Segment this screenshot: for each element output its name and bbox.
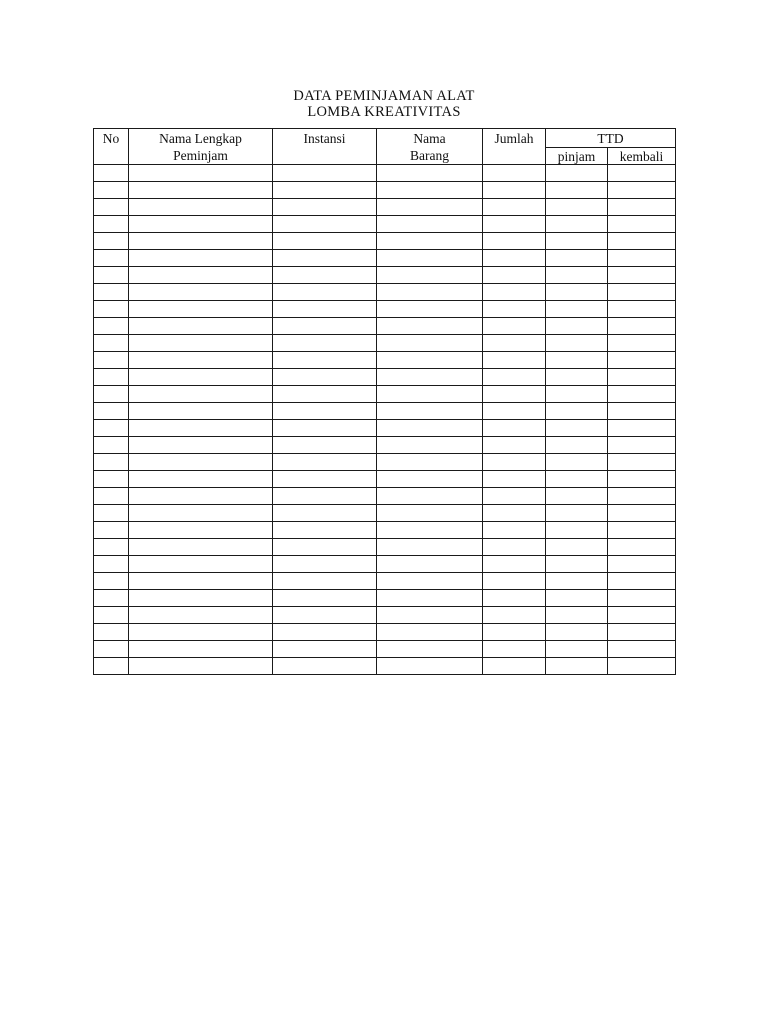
table-cell[interactable] <box>129 658 273 675</box>
table-cell[interactable] <box>273 641 377 658</box>
table-cell[interactable] <box>377 369 483 386</box>
table-cell[interactable] <box>94 522 129 539</box>
table-cell[interactable] <box>273 607 377 624</box>
table-cell[interactable] <box>483 505 546 522</box>
table-cell[interactable] <box>129 539 273 556</box>
table-row <box>94 369 676 386</box>
table-cell[interactable] <box>273 216 377 233</box>
table-cell[interactable] <box>273 165 377 182</box>
table-cell[interactable] <box>377 250 483 267</box>
table-cell[interactable] <box>483 573 546 590</box>
table-cell[interactable] <box>546 165 608 182</box>
table-cell[interactable] <box>608 335 676 352</box>
table-cell[interactable] <box>377 522 483 539</box>
table-cell[interactable] <box>546 573 608 590</box>
table-cell[interactable] <box>129 505 273 522</box>
table-cell[interactable] <box>129 233 273 250</box>
table-cell[interactable] <box>483 403 546 420</box>
col-sign-return-header: kembali <box>608 148 676 165</box>
table-cell[interactable] <box>273 522 377 539</box>
table-cell[interactable] <box>483 658 546 675</box>
table-cell[interactable] <box>273 301 377 318</box>
table-cell[interactable] <box>483 233 546 250</box>
table-row <box>94 250 676 267</box>
table-cell[interactable] <box>546 471 608 488</box>
table-cell[interactable] <box>483 522 546 539</box>
table-cell[interactable] <box>483 641 546 658</box>
table-row <box>94 437 676 454</box>
table-cell[interactable] <box>129 437 273 454</box>
table-cell[interactable] <box>129 267 273 284</box>
table-cell[interactable] <box>129 199 273 216</box>
loan-table <box>93 128 676 675</box>
table-cell[interactable] <box>94 199 129 216</box>
table-row <box>94 267 676 284</box>
table-cell[interactable] <box>483 318 546 335</box>
table-cell[interactable] <box>546 233 608 250</box>
table-row <box>94 182 676 199</box>
table-cell[interactable] <box>608 522 676 539</box>
table-cell[interactable] <box>377 352 483 369</box>
table-cell[interactable] <box>129 284 273 301</box>
table-row <box>94 607 676 624</box>
table-cell[interactable] <box>546 199 608 216</box>
table-cell[interactable] <box>483 590 546 607</box>
table-cell[interactable] <box>129 488 273 505</box>
table-cell[interactable] <box>129 386 273 403</box>
table-cell[interactable] <box>483 539 546 556</box>
table-cell[interactable] <box>129 403 273 420</box>
col-item-label-2: Barang <box>410 148 449 163</box>
table-cell[interactable] <box>129 250 273 267</box>
table-cell[interactable] <box>546 641 608 658</box>
table-cell[interactable] <box>546 658 608 675</box>
table-cell[interactable] <box>129 301 273 318</box>
table-row <box>94 454 676 471</box>
table-cell[interactable] <box>546 522 608 539</box>
table-cell[interactable] <box>273 284 377 301</box>
table-row <box>94 352 676 369</box>
table-cell[interactable] <box>608 539 676 556</box>
table-cell[interactable] <box>94 182 129 199</box>
table-row <box>94 420 676 437</box>
table-cell[interactable] <box>94 403 129 420</box>
table-cell[interactable] <box>94 624 129 641</box>
table-row <box>94 386 676 403</box>
table-cell[interactable] <box>273 233 377 250</box>
table-cell[interactable] <box>129 590 273 607</box>
table-cell[interactable] <box>273 386 377 403</box>
table-cell[interactable] <box>94 607 129 624</box>
table-cell[interactable] <box>483 607 546 624</box>
table-row <box>94 216 676 233</box>
table-cell[interactable] <box>94 301 129 318</box>
table-cell[interactable] <box>273 369 377 386</box>
table-cell[interactable] <box>94 386 129 403</box>
table-cell[interactable] <box>546 454 608 471</box>
table-cell[interactable] <box>94 165 129 182</box>
table-row <box>94 658 676 675</box>
table-cell[interactable] <box>129 471 273 488</box>
table-cell[interactable] <box>483 250 546 267</box>
table-cell[interactable] <box>483 386 546 403</box>
table-cell[interactable] <box>546 624 608 641</box>
table-cell[interactable] <box>608 233 676 250</box>
table-cell[interactable] <box>377 420 483 437</box>
table-cell[interactable] <box>377 301 483 318</box>
table-cell[interactable] <box>608 250 676 267</box>
table-cell[interactable] <box>483 488 546 505</box>
table-cell[interactable] <box>94 488 129 505</box>
table-cell[interactable] <box>129 641 273 658</box>
table-cell[interactable] <box>483 437 546 454</box>
table-cell[interactable] <box>273 471 377 488</box>
table-cell[interactable] <box>608 607 676 624</box>
table-cell[interactable] <box>94 590 129 607</box>
table-cell[interactable] <box>483 471 546 488</box>
table-cell[interactable] <box>377 590 483 607</box>
table-cell[interactable] <box>546 284 608 301</box>
col-item-label-1: Nama <box>413 131 446 146</box>
table-cell[interactable] <box>377 539 483 556</box>
table-row <box>94 165 676 182</box>
table-cell[interactable] <box>483 335 546 352</box>
table-cell[interactable] <box>94 658 129 675</box>
table-cell[interactable] <box>377 267 483 284</box>
table-cell[interactable] <box>273 505 377 522</box>
table-cell[interactable] <box>129 182 273 199</box>
table-row <box>94 556 676 573</box>
col-item-header <box>377 129 483 165</box>
table-cell[interactable] <box>608 216 676 233</box>
table-cell[interactable] <box>546 267 608 284</box>
table-row <box>94 505 676 522</box>
table-cell[interactable] <box>273 352 377 369</box>
table-cell[interactable] <box>94 437 129 454</box>
table-cell[interactable] <box>273 335 377 352</box>
table-cell[interactable] <box>377 199 483 216</box>
col-name-header <box>129 129 273 165</box>
table-cell[interactable] <box>273 556 377 573</box>
table-cell[interactable] <box>129 607 273 624</box>
table-cell[interactable] <box>608 658 676 675</box>
table-cell[interactable] <box>129 556 273 573</box>
table-cell[interactable] <box>377 284 483 301</box>
table-cell[interactable] <box>546 556 608 573</box>
table-cell[interactable] <box>94 420 129 437</box>
table-cell[interactable] <box>377 386 483 403</box>
table-cell[interactable] <box>483 267 546 284</box>
table-cell[interactable] <box>94 505 129 522</box>
table-cell[interactable] <box>608 386 676 403</box>
table-cell[interactable] <box>273 182 377 199</box>
table-cell[interactable] <box>546 539 608 556</box>
table-cell[interactable] <box>94 250 129 267</box>
table-cell[interactable] <box>94 352 129 369</box>
table-cell[interactable] <box>273 437 377 454</box>
table-row <box>94 539 676 556</box>
table-cell[interactable] <box>483 165 546 182</box>
table-cell[interactable] <box>483 420 546 437</box>
table-cell[interactable] <box>546 590 608 607</box>
table-cell[interactable] <box>273 403 377 420</box>
table-cell[interactable] <box>94 641 129 658</box>
table-row <box>94 641 676 658</box>
table-cell[interactable] <box>608 420 676 437</box>
table-cell[interactable] <box>608 556 676 573</box>
table-cell[interactable] <box>608 301 676 318</box>
table-row <box>94 488 676 505</box>
table-cell[interactable] <box>273 267 377 284</box>
table-cell[interactable] <box>94 284 129 301</box>
table-cell[interactable] <box>608 199 676 216</box>
table-cell[interactable] <box>546 318 608 335</box>
table-cell[interactable] <box>377 641 483 658</box>
table-cell[interactable] <box>94 556 129 573</box>
table-cell[interactable] <box>608 454 676 471</box>
table-cell[interactable] <box>377 607 483 624</box>
table-cell[interactable] <box>483 284 546 301</box>
table-cell[interactable] <box>608 352 676 369</box>
table-cell[interactable] <box>377 335 483 352</box>
table-cell[interactable] <box>483 199 546 216</box>
table-cell[interactable] <box>546 216 608 233</box>
table-cell[interactable] <box>94 454 129 471</box>
table-cell[interactable] <box>377 403 483 420</box>
table-cell[interactable] <box>129 420 273 437</box>
table-body <box>94 165 676 675</box>
header-row <box>94 129 676 148</box>
table-row <box>94 403 676 420</box>
table-cell[interactable] <box>94 471 129 488</box>
col-sign-borrow-header: pinjam <box>546 148 608 165</box>
table-cell[interactable] <box>273 658 377 675</box>
col-quantity-header: Jumlah <box>483 129 546 165</box>
table-cell[interactable] <box>377 505 483 522</box>
table-cell[interactable] <box>546 403 608 420</box>
table-row <box>94 335 676 352</box>
table-cell[interactable] <box>377 624 483 641</box>
table-cell[interactable] <box>273 454 377 471</box>
table-cell[interactable] <box>377 454 483 471</box>
col-signature-header: TTD <box>546 129 676 148</box>
form-subtitle: LOMBA KREATIVITAS <box>307 104 461 120</box>
table-cell[interactable] <box>608 165 676 182</box>
col-name-label-1: Nama Lengkap <box>159 131 242 146</box>
table-cell[interactable] <box>608 471 676 488</box>
table-cell[interactable] <box>273 624 377 641</box>
table-row <box>94 471 676 488</box>
table-row <box>94 522 676 539</box>
table-cell[interactable] <box>546 437 608 454</box>
table-cell[interactable] <box>608 403 676 420</box>
table-cell[interactable] <box>608 573 676 590</box>
table-cell[interactable] <box>94 318 129 335</box>
table-cell[interactable] <box>129 454 273 471</box>
form-title: DATA PEMINJAMAN ALAT <box>293 88 475 104</box>
table-cell[interactable] <box>608 267 676 284</box>
table-cell[interactable] <box>608 590 676 607</box>
table-cell[interactable] <box>129 335 273 352</box>
table-cell[interactable] <box>546 301 608 318</box>
table-cell[interactable] <box>377 165 483 182</box>
table-row <box>94 573 676 590</box>
table-cell[interactable] <box>377 658 483 675</box>
table-cell[interactable] <box>546 420 608 437</box>
table-cell[interactable] <box>94 216 129 233</box>
table-cell[interactable] <box>483 624 546 641</box>
table-cell[interactable] <box>546 335 608 352</box>
table-cell[interactable] <box>273 420 377 437</box>
table-row <box>94 624 676 641</box>
table-row <box>94 284 676 301</box>
table-cell[interactable] <box>129 165 273 182</box>
table-cell[interactable] <box>546 182 608 199</box>
table-cell[interactable] <box>546 369 608 386</box>
table-cell[interactable] <box>377 233 483 250</box>
table-cell[interactable] <box>608 624 676 641</box>
table-row <box>94 301 676 318</box>
table-cell[interactable] <box>129 573 273 590</box>
table-cell[interactable] <box>608 284 676 301</box>
table-cell[interactable] <box>608 641 676 658</box>
table-row <box>94 318 676 335</box>
table-cell[interactable] <box>377 182 483 199</box>
table-cell[interactable] <box>546 352 608 369</box>
table-cell[interactable] <box>546 386 608 403</box>
table-cell[interactable] <box>94 233 129 250</box>
table-cell[interactable] <box>129 369 273 386</box>
table-cell[interactable] <box>273 250 377 267</box>
table-cell[interactable] <box>546 488 608 505</box>
table-cell[interactable] <box>94 267 129 284</box>
table-cell[interactable] <box>608 369 676 386</box>
table-cell[interactable] <box>377 318 483 335</box>
table-cell[interactable] <box>94 369 129 386</box>
col-name-label-2: Peminjam <box>173 148 228 163</box>
table-cell[interactable] <box>129 522 273 539</box>
table-cell[interactable] <box>377 488 483 505</box>
table-cell[interactable] <box>608 318 676 335</box>
table-cell[interactable] <box>129 318 273 335</box>
table-cell[interactable] <box>483 556 546 573</box>
table-cell[interactable] <box>273 539 377 556</box>
table-cell[interactable] <box>129 624 273 641</box>
table-cell[interactable] <box>129 216 273 233</box>
table-cell[interactable] <box>483 301 546 318</box>
table-cell[interactable] <box>608 182 676 199</box>
table-cell[interactable] <box>273 488 377 505</box>
table-cell[interactable] <box>377 437 483 454</box>
table-cell[interactable] <box>608 488 676 505</box>
table-cell[interactable] <box>546 505 608 522</box>
table-cell[interactable] <box>377 216 483 233</box>
table-cell[interactable] <box>377 573 483 590</box>
table-cell[interactable] <box>94 335 129 352</box>
table-cell[interactable] <box>273 573 377 590</box>
table-cell[interactable] <box>377 556 483 573</box>
table-cell[interactable] <box>129 352 273 369</box>
table-cell[interactable] <box>94 539 129 556</box>
table-cell[interactable] <box>94 573 129 590</box>
table-cell[interactable] <box>608 437 676 454</box>
table-cell[interactable] <box>377 471 483 488</box>
table-cell[interactable] <box>483 369 546 386</box>
table-cell[interactable] <box>273 318 377 335</box>
table-cell[interactable] <box>546 607 608 624</box>
col-no-header: No <box>94 129 129 165</box>
table-cell[interactable] <box>483 216 546 233</box>
table-cell[interactable] <box>546 250 608 267</box>
table-cell[interactable] <box>483 352 546 369</box>
table-row <box>94 199 676 216</box>
table-row <box>94 233 676 250</box>
table-cell[interactable] <box>483 454 546 471</box>
table-cell[interactable] <box>273 199 377 216</box>
col-institution-header: Instansi <box>273 129 377 165</box>
table-cell[interactable] <box>483 182 546 199</box>
table-cell[interactable] <box>608 505 676 522</box>
table-cell[interactable] <box>273 590 377 607</box>
table-row <box>94 590 676 607</box>
